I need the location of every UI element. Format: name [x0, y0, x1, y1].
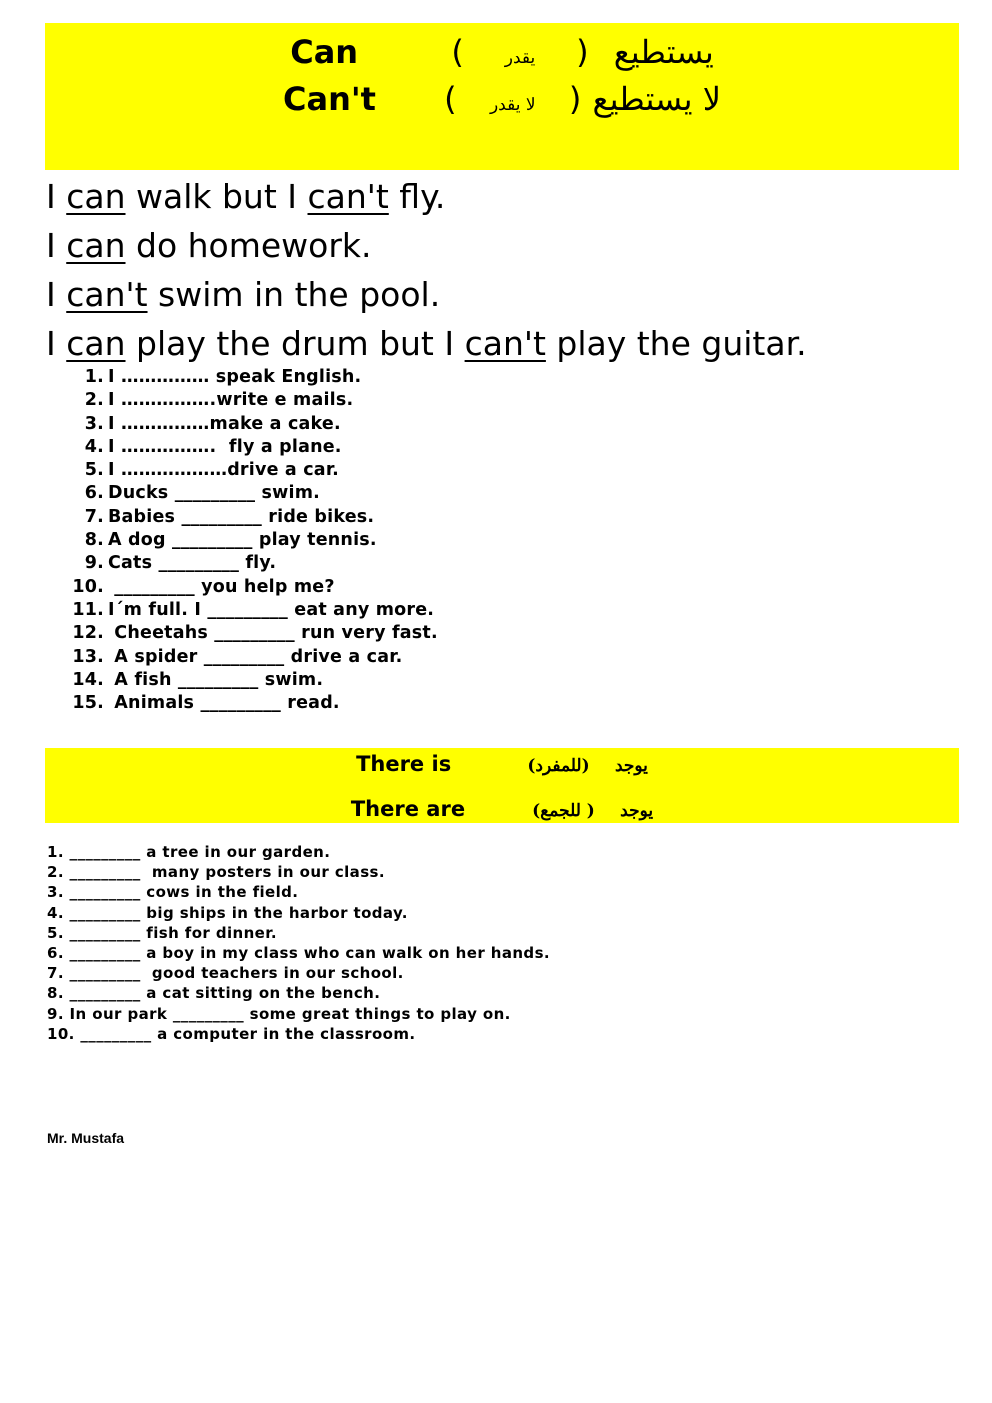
exercise-text: Cheetahs _________ run very fast.: [108, 623, 438, 644]
there-are-arabic-paren: (للجمع ): [532, 801, 595, 821]
exercise-item: 5. _________ fish for dinner.: [47, 923, 277, 942]
can-arabic-small: يقدر: [504, 48, 536, 68]
example-sentence: [46, 319, 807, 368]
exercise-number: 5.: [84, 460, 104, 481]
sentence-text: do homework.: [125, 226, 372, 265]
exercise-item: [58, 459, 438, 482]
exercise-text: Animals _________ read.: [108, 693, 340, 714]
exercise-number: 1.: [84, 367, 104, 387]
modal-verb-underlined: can: [66, 324, 126, 363]
sentence-text: swim in the pool.: [147, 275, 441, 314]
cant-header-line: [45, 80, 959, 118]
modal-verb-underlined: can't: [307, 177, 389, 216]
can-arabic-main: يستطيع: [613, 33, 714, 71]
exercise-text: I ………………drive a car.: [108, 460, 339, 481]
there-is-line: [45, 752, 959, 776]
exercise-item: 6. _________ a boy in my class who can walk on her hands.: [47, 944, 550, 963]
close-paren: ): [568, 80, 582, 118]
there-are-line: [45, 797, 959, 821]
there-are-word: There are: [350, 797, 466, 821]
exercise-text: Cats _________ fly.: [108, 553, 277, 574]
exercise-item: [58, 506, 438, 529]
exercise-item: [58, 413, 438, 436]
exercise-item: 4. _________ big ships in the harbor today.: [47, 903, 408, 922]
sentence-text: I: [46, 177, 67, 216]
exercise-text: I ……………make a cake.: [108, 413, 341, 434]
exercise-item: 8. _________ a cat sitting on the bench.: [47, 984, 381, 1003]
exercise-number: 13.: [72, 646, 104, 667]
exercise-number: 9.: [84, 553, 104, 574]
exercise-item: [58, 622, 438, 645]
exercise-item: 7. _________ good teachers in our school.: [47, 964, 404, 983]
exercise-number: 3.: [84, 413, 104, 434]
close-paren: ): [576, 33, 589, 71]
exercise-item: [58, 389, 438, 412]
cant-arabic-small: لا يقدر: [489, 95, 536, 115]
sentence-text: I: [46, 226, 67, 265]
modal-verb-underlined: can't: [464, 324, 546, 363]
exercise-number: 14.: [72, 669, 104, 690]
exercise-text: A spider _________ drive a car.: [108, 646, 403, 667]
exercise-item: 2. _________ many posters in our class.: [47, 863, 385, 882]
exercise-item: [58, 646, 438, 669]
can-exercise-list: [58, 366, 438, 715]
exercise-text: A dog _________ play tennis.: [108, 530, 377, 551]
exercise-item: 1. _________ a tree in our garden.: [47, 843, 331, 861]
there-are-arabic-main: يوجد: [620, 801, 654, 821]
exercise-item: 3. _________ cows in the field.: [47, 883, 299, 902]
sentence-text: I: [46, 275, 67, 314]
open-paren: (: [451, 33, 464, 71]
exercise-number: 8.: [84, 530, 104, 551]
exercise-text: I ……………. fly a plane.: [108, 436, 342, 457]
exercise-text: Babies _________ ride bikes.: [108, 506, 375, 527]
exercise-number: 12.: [72, 623, 104, 644]
exercise-number: 6.: [84, 483, 104, 504]
example-sentence: [46, 172, 807, 221]
exercise-item: [58, 482, 438, 505]
example-sentence: [46, 221, 807, 270]
modal-verb-underlined: can: [66, 177, 126, 216]
sentence-text: fly.: [388, 177, 446, 216]
exercise-item: [58, 576, 438, 599]
there-is-arabic-main: يوجد: [614, 756, 648, 776]
exercise-number: 10.: [72, 576, 104, 597]
modal-verb-underlined: can't: [66, 275, 148, 314]
sentence-text: I: [46, 324, 67, 363]
exercise-item: 10. _________ a computer in the classroom.: [47, 1024, 416, 1043]
example-sentence: [46, 270, 807, 319]
cant-word: Can't: [283, 80, 376, 118]
exercise-item: [58, 552, 438, 575]
modal-verb-underlined: can: [66, 226, 126, 265]
exercise-item: [58, 529, 438, 552]
sentence-text: play the drum but I: [125, 324, 465, 363]
exercise-item: 9. In our park _________ some great things to play on.: [47, 1004, 511, 1023]
exercise-number: 11.: [72, 599, 104, 620]
exercise-text: I´m full. I _________ eat any more.: [108, 599, 435, 620]
exercise-number: 15.: [72, 693, 104, 714]
can-header-banner: [45, 23, 959, 170]
exercise-item: [58, 436, 438, 459]
there-exercise-list: [47, 842, 550, 1044]
exercise-number: 2.: [84, 390, 104, 411]
exercise-text: _________ you help me?: [108, 576, 335, 597]
example-sentences: [46, 172, 807, 368]
there-is-word: There is: [356, 752, 452, 776]
exercise-item: [58, 366, 438, 389]
cant-arabic-main: لا يستطيع: [592, 80, 721, 118]
exercise-text: Ducks _________ swim.: [108, 483, 321, 504]
author-signature: Mr. Mustafa: [47, 1130, 125, 1146]
singular-arabic: للمفرد: [535, 756, 582, 776]
can-header-line: [45, 33, 959, 71]
open-paren: (: [444, 80, 457, 118]
there-is-arabic-paren: (للمفرد): [527, 756, 590, 776]
plural-arabic: للجمع: [540, 801, 581, 821]
there-header-banner: [45, 748, 959, 823]
exercise-item: [58, 669, 438, 692]
exercise-number: 4.: [84, 436, 104, 457]
exercise-text: A fish _________ swim.: [108, 669, 324, 690]
can-word: Can: [290, 33, 359, 71]
exercise-item: [58, 599, 438, 622]
exercise-text: I …………….write e mails.: [108, 390, 354, 411]
sentence-text: play the guitar.: [545, 324, 807, 363]
exercise-item: [58, 692, 438, 715]
exercise-text: I …………… speak English.: [108, 367, 362, 387]
exercise-number: 7.: [84, 506, 104, 527]
sentence-text: walk but I: [125, 177, 308, 216]
